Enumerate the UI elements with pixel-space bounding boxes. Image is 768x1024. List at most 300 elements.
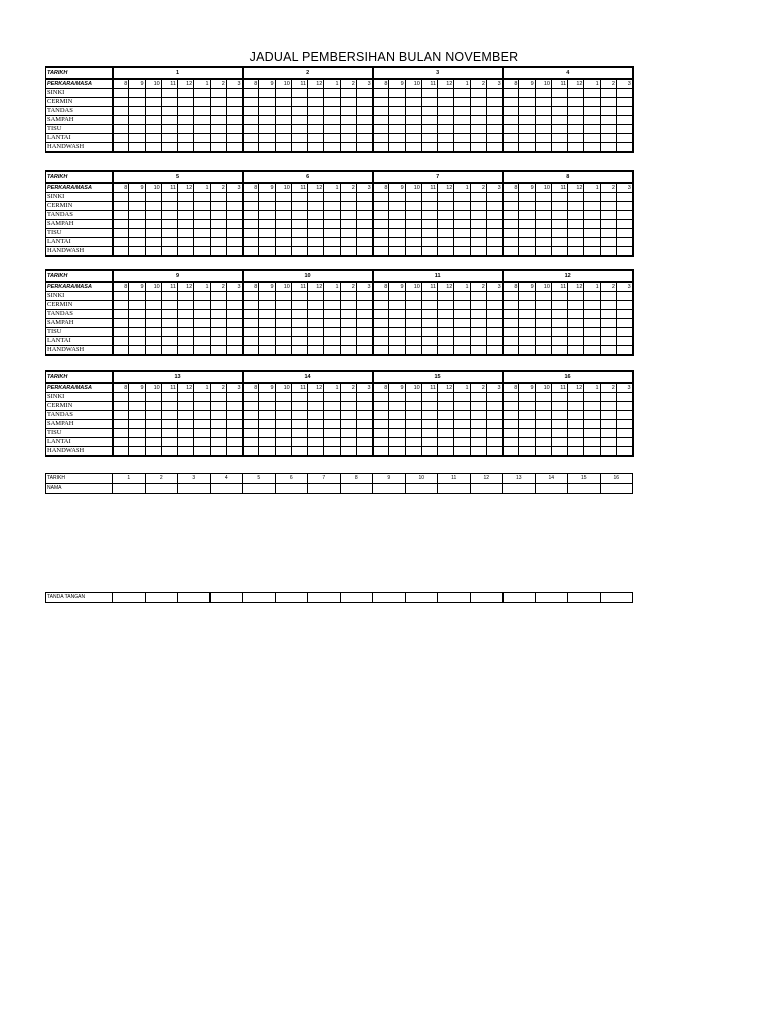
schedule-cell[interactable] [113,393,129,402]
schedule-cell[interactable] [194,402,210,411]
schedule-cell[interactable] [275,301,291,310]
schedule-cell[interactable] [161,116,177,125]
schedule-cell[interactable] [568,143,584,153]
schedule-cell[interactable] [551,211,567,220]
schedule-cell[interactable] [486,247,502,257]
schedule-cell[interactable] [600,211,616,220]
schedule-cell[interactable] [551,319,567,328]
schedule-cell[interactable] [178,211,194,220]
name-cell[interactable] [568,484,601,494]
schedule-cell[interactable] [113,292,129,301]
schedule-cell[interactable] [356,98,372,107]
schedule-cell[interactable] [519,402,535,411]
schedule-cell[interactable] [454,301,470,310]
schedule-cell[interactable] [226,125,242,134]
schedule-cell[interactable] [291,125,307,134]
schedule-cell[interactable] [535,310,551,319]
schedule-cell[interactable] [519,319,535,328]
schedule-cell[interactable] [503,292,519,301]
schedule-cell[interactable] [616,411,632,420]
schedule-cell[interactable] [405,98,421,107]
schedule-cell[interactable] [145,310,161,319]
schedule-cell[interactable] [600,310,616,319]
schedule-cell[interactable] [438,346,454,356]
schedule-cell[interactable] [373,220,389,229]
schedule-cell[interactable] [129,402,145,411]
schedule-cell[interactable] [210,107,226,116]
schedule-cell[interactable] [519,310,535,319]
schedule-cell[interactable] [356,420,372,429]
schedule-cell[interactable] [161,125,177,134]
schedule-cell[interactable] [226,393,242,402]
schedule-cell[interactable] [161,202,177,211]
schedule-cell[interactable] [226,107,242,116]
schedule-cell[interactable] [421,202,437,211]
schedule-cell[interactable] [551,125,567,134]
schedule-cell[interactable] [275,447,291,457]
schedule-cell[interactable] [551,438,567,447]
schedule-cell[interactable] [421,411,437,420]
schedule-cell[interactable] [161,211,177,220]
schedule-cell[interactable] [421,89,437,98]
schedule-cell[interactable] [486,292,502,301]
schedule-cell[interactable] [503,107,519,116]
name-cell[interactable] [178,484,211,494]
schedule-cell[interactable] [389,411,405,420]
schedule-cell[interactable] [438,292,454,301]
schedule-cell[interactable] [161,337,177,346]
schedule-cell[interactable] [470,193,486,202]
schedule-cell[interactable] [275,402,291,411]
schedule-cell[interactable] [356,238,372,247]
schedule-cell[interactable] [519,107,535,116]
schedule-cell[interactable] [308,220,324,229]
schedule-cell[interactable] [616,393,632,402]
schedule-cell[interactable] [308,447,324,457]
schedule-cell[interactable] [356,310,372,319]
schedule-cell[interactable] [113,116,129,125]
schedule-cell[interactable] [324,319,340,328]
schedule-cell[interactable] [145,193,161,202]
schedule-cell[interactable] [161,328,177,337]
schedule-cell[interactable] [405,319,421,328]
schedule-cell[interactable] [161,220,177,229]
schedule-cell[interactable] [291,393,307,402]
schedule-cell[interactable] [405,301,421,310]
schedule-cell[interactable] [389,89,405,98]
schedule-cell[interactable] [340,346,356,356]
signature-cell[interactable] [113,593,146,603]
schedule-cell[interactable] [210,328,226,337]
signature-cell[interactable] [503,593,536,603]
schedule-cell[interactable] [551,143,567,153]
schedule-cell[interactable] [226,220,242,229]
schedule-cell[interactable] [194,292,210,301]
schedule-cell[interactable] [324,447,340,457]
schedule-cell[interactable] [616,89,632,98]
schedule-cell[interactable] [486,220,502,229]
schedule-cell[interactable] [584,447,600,457]
schedule-cell[interactable] [405,310,421,319]
schedule-cell[interactable] [373,393,389,402]
schedule-cell[interactable] [129,337,145,346]
schedule-cell[interactable] [275,337,291,346]
schedule-cell[interactable] [275,134,291,143]
schedule-cell[interactable] [324,202,340,211]
schedule-cell[interactable] [389,193,405,202]
schedule-cell[interactable] [519,429,535,438]
schedule-cell[interactable] [568,292,584,301]
schedule-cell[interactable] [519,202,535,211]
schedule-cell[interactable] [291,107,307,116]
schedule-cell[interactable] [470,143,486,153]
schedule-cell[interactable] [259,202,275,211]
schedule-cell[interactable] [486,328,502,337]
schedule-cell[interactable] [291,247,307,257]
schedule-cell[interactable] [600,301,616,310]
schedule-cell[interactable] [389,125,405,134]
name-cell[interactable] [113,484,146,494]
schedule-cell[interactable] [600,328,616,337]
signature-cell[interactable] [470,593,503,603]
schedule-cell[interactable] [421,107,437,116]
signature-cell[interactable] [568,593,601,603]
schedule-cell[interactable] [113,229,129,238]
schedule-cell[interactable] [616,202,632,211]
schedule-cell[interactable] [340,393,356,402]
name-cell[interactable] [373,484,406,494]
schedule-cell[interactable] [243,420,259,429]
schedule-cell[interactable] [373,402,389,411]
schedule-cell[interactable] [113,447,129,457]
schedule-cell[interactable] [194,429,210,438]
schedule-cell[interactable] [584,220,600,229]
schedule-cell[interactable] [616,420,632,429]
schedule-cell[interactable] [194,220,210,229]
schedule-cell[interactable] [243,247,259,257]
schedule-cell[interactable] [178,125,194,134]
schedule-cell[interactable] [454,438,470,447]
schedule-cell[interactable] [519,143,535,153]
schedule-cell[interactable] [243,393,259,402]
schedule-cell[interactable] [194,238,210,247]
schedule-cell[interactable] [486,211,502,220]
schedule-cell[interactable] [259,193,275,202]
schedule-cell[interactable] [438,202,454,211]
schedule-cell[interactable] [129,98,145,107]
schedule-cell[interactable] [340,211,356,220]
schedule-cell[interactable] [226,247,242,257]
schedule-cell[interactable] [356,143,372,153]
schedule-cell[interactable] [551,337,567,346]
schedule-cell[interactable] [519,211,535,220]
schedule-cell[interactable] [243,229,259,238]
schedule-cell[interactable] [568,402,584,411]
schedule-cell[interactable] [324,98,340,107]
name-cell[interactable] [275,484,308,494]
schedule-cell[interactable] [259,402,275,411]
schedule-cell[interactable] [616,211,632,220]
schedule-cell[interactable] [178,438,194,447]
schedule-cell[interactable] [568,301,584,310]
schedule-cell[interactable] [568,310,584,319]
schedule-cell[interactable] [243,337,259,346]
schedule-cell[interactable] [291,310,307,319]
schedule-cell[interactable] [161,89,177,98]
schedule-cell[interactable] [584,202,600,211]
schedule-cell[interactable] [113,220,129,229]
schedule-cell[interactable] [340,319,356,328]
schedule-cell[interactable] [421,238,437,247]
schedule-cell[interactable] [194,411,210,420]
schedule-cell[interactable] [470,393,486,402]
schedule-cell[interactable] [600,429,616,438]
schedule-cell[interactable] [535,319,551,328]
schedule-cell[interactable] [535,98,551,107]
schedule-cell[interactable] [243,292,259,301]
schedule-cell[interactable] [584,107,600,116]
schedule-cell[interactable] [226,438,242,447]
schedule-cell[interactable] [421,220,437,229]
schedule-cell[interactable] [243,429,259,438]
schedule-cell[interactable] [438,411,454,420]
schedule-cell[interactable] [454,429,470,438]
schedule-cell[interactable] [210,301,226,310]
schedule-cell[interactable] [551,238,567,247]
schedule-cell[interactable] [373,438,389,447]
schedule-cell[interactable] [275,292,291,301]
schedule-cell[interactable] [584,402,600,411]
schedule-cell[interactable] [584,98,600,107]
schedule-cell[interactable] [421,247,437,257]
schedule-cell[interactable] [194,301,210,310]
name-cell[interactable] [600,484,633,494]
schedule-cell[interactable] [275,202,291,211]
schedule-cell[interactable] [210,211,226,220]
schedule-cell[interactable] [470,211,486,220]
schedule-cell[interactable] [535,402,551,411]
schedule-cell[interactable] [568,429,584,438]
schedule-cell[interactable] [129,211,145,220]
schedule-cell[interactable] [405,202,421,211]
schedule-cell[interactable] [340,107,356,116]
schedule-cell[interactable] [438,420,454,429]
schedule-cell[interactable] [129,134,145,143]
schedule-cell[interactable] [405,193,421,202]
schedule-cell[interactable] [243,143,259,153]
schedule-cell[interactable] [470,292,486,301]
schedule-cell[interactable] [291,328,307,337]
schedule-cell[interactable] [210,193,226,202]
schedule-cell[interactable] [113,238,129,247]
schedule-cell[interactable] [243,328,259,337]
schedule-cell[interactable] [113,89,129,98]
schedule-cell[interactable] [470,346,486,356]
schedule-cell[interactable] [535,420,551,429]
schedule-cell[interactable] [373,447,389,457]
schedule-cell[interactable] [340,420,356,429]
schedule-cell[interactable] [275,107,291,116]
schedule-cell[interactable] [551,402,567,411]
name-cell[interactable] [470,484,503,494]
name-cell[interactable] [243,484,276,494]
schedule-cell[interactable] [616,292,632,301]
schedule-cell[interactable] [275,238,291,247]
schedule-cell[interactable] [389,238,405,247]
schedule-cell[interactable] [226,229,242,238]
schedule-cell[interactable] [438,98,454,107]
schedule-cell[interactable] [503,328,519,337]
schedule-cell[interactable] [584,438,600,447]
schedule-cell[interactable] [503,238,519,247]
schedule-cell[interactable] [161,429,177,438]
schedule-cell[interactable] [226,116,242,125]
schedule-cell[interactable] [503,402,519,411]
schedule-cell[interactable] [454,319,470,328]
schedule-cell[interactable] [568,220,584,229]
schedule-cell[interactable] [308,301,324,310]
schedule-cell[interactable] [568,229,584,238]
schedule-cell[interactable] [226,420,242,429]
schedule-cell[interactable] [340,125,356,134]
schedule-cell[interactable] [340,143,356,153]
schedule-cell[interactable] [129,202,145,211]
schedule-cell[interactable] [178,420,194,429]
schedule-cell[interactable] [454,125,470,134]
schedule-cell[interactable] [291,143,307,153]
schedule-cell[interactable] [470,402,486,411]
signature-cell[interactable] [535,593,568,603]
schedule-cell[interactable] [145,337,161,346]
schedule-cell[interactable] [161,447,177,457]
schedule-cell[interactable] [389,301,405,310]
schedule-cell[interactable] [389,429,405,438]
schedule-cell[interactable] [340,337,356,346]
schedule-cell[interactable] [259,393,275,402]
schedule-cell[interactable] [243,134,259,143]
schedule-cell[interactable] [486,229,502,238]
schedule-cell[interactable] [503,193,519,202]
schedule-cell[interactable] [291,193,307,202]
schedule-cell[interactable] [275,229,291,238]
schedule-cell[interactable] [210,438,226,447]
schedule-cell[interactable] [503,125,519,134]
schedule-cell[interactable] [470,310,486,319]
schedule-cell[interactable] [389,420,405,429]
schedule-cell[interactable] [373,125,389,134]
schedule-cell[interactable] [470,301,486,310]
schedule-cell[interactable] [389,346,405,356]
schedule-cell[interactable] [178,411,194,420]
schedule-cell[interactable] [145,438,161,447]
schedule-cell[interactable] [291,337,307,346]
schedule-cell[interactable] [210,202,226,211]
schedule-cell[interactable] [535,89,551,98]
schedule-cell[interactable] [308,420,324,429]
schedule-cell[interactable] [324,346,340,356]
schedule-cell[interactable] [405,211,421,220]
schedule-cell[interactable] [373,429,389,438]
schedule-cell[interactable] [275,420,291,429]
schedule-cell[interactable] [535,292,551,301]
schedule-cell[interactable] [161,134,177,143]
schedule-cell[interactable] [340,229,356,238]
schedule-cell[interactable] [486,238,502,247]
schedule-cell[interactable] [178,447,194,457]
schedule-cell[interactable] [324,116,340,125]
schedule-cell[interactable] [178,310,194,319]
schedule-cell[interactable] [503,143,519,153]
schedule-cell[interactable] [275,429,291,438]
schedule-cell[interactable] [308,346,324,356]
schedule-cell[interactable] [356,193,372,202]
schedule-cell[interactable] [616,447,632,457]
schedule-cell[interactable] [210,134,226,143]
schedule-cell[interactable] [226,346,242,356]
schedule-cell[interactable] [535,301,551,310]
name-cell[interactable] [405,484,438,494]
schedule-cell[interactable] [486,107,502,116]
schedule-cell[interactable] [259,429,275,438]
schedule-cell[interactable] [113,438,129,447]
schedule-cell[interactable] [356,134,372,143]
schedule-cell[interactable] [519,238,535,247]
schedule-cell[interactable] [194,125,210,134]
schedule-cell[interactable] [421,125,437,134]
schedule-cell[interactable] [113,247,129,257]
schedule-cell[interactable] [113,310,129,319]
schedule-cell[interactable] [470,337,486,346]
schedule-cell[interactable] [454,292,470,301]
schedule-cell[interactable] [551,310,567,319]
schedule-cell[interactable] [389,328,405,337]
schedule-cell[interactable] [600,337,616,346]
schedule-cell[interactable] [210,229,226,238]
schedule-cell[interactable] [324,420,340,429]
schedule-cell[interactable] [519,328,535,337]
schedule-cell[interactable] [324,193,340,202]
schedule-cell[interactable] [129,89,145,98]
schedule-cell[interactable] [356,229,372,238]
schedule-cell[interactable] [584,328,600,337]
schedule-cell[interactable] [470,328,486,337]
schedule-cell[interactable] [519,134,535,143]
schedule-cell[interactable] [503,116,519,125]
schedule-cell[interactable] [129,107,145,116]
schedule-cell[interactable] [113,402,129,411]
schedule-cell[interactable] [373,134,389,143]
schedule-cell[interactable] [405,134,421,143]
schedule-cell[interactable] [308,107,324,116]
schedule-cell[interactable] [438,125,454,134]
schedule-cell[interactable] [194,211,210,220]
schedule-cell[interactable] [113,319,129,328]
schedule-cell[interactable] [324,328,340,337]
schedule-cell[interactable] [405,125,421,134]
schedule-cell[interactable] [243,193,259,202]
schedule-cell[interactable] [584,393,600,402]
schedule-cell[interactable] [226,238,242,247]
schedule-cell[interactable] [535,193,551,202]
schedule-cell[interactable] [568,134,584,143]
schedule-cell[interactable] [421,447,437,457]
schedule-cell[interactable] [519,220,535,229]
schedule-cell[interactable] [486,89,502,98]
schedule-cell[interactable] [178,328,194,337]
schedule-cell[interactable] [568,202,584,211]
schedule-cell[interactable] [259,134,275,143]
schedule-cell[interactable] [551,193,567,202]
